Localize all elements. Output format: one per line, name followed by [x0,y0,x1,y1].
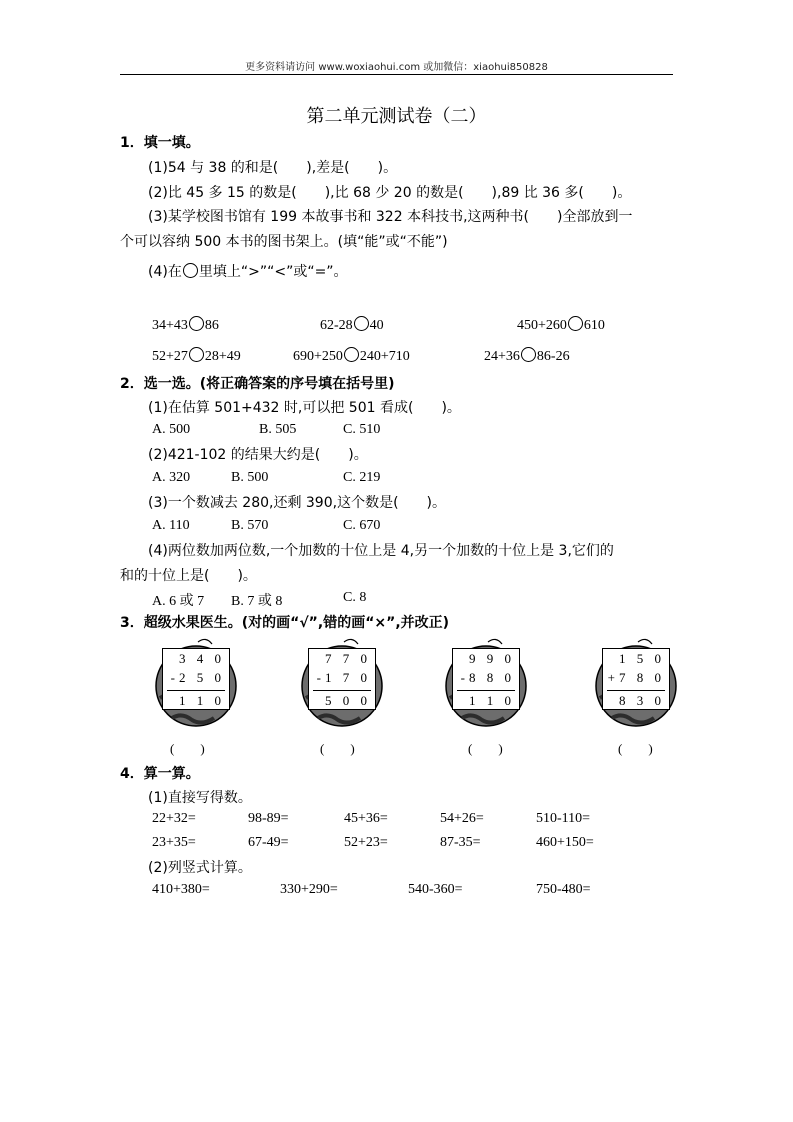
q4-heading: 4．算一算。 [120,766,200,782]
calc-item: 540-360= [408,882,463,897]
calc-item: 460+150= [536,835,594,850]
calc-item: 54+26= [440,811,484,826]
page-title: 第二单元测试卷（二） [306,106,487,127]
q1-line2: (2)比 45 多 15 的数是( ),比 68 少 20 的数是( ),89 比 36 多( )。 [148,185,632,201]
page-header: 更多资料请访问 www.woxiaohui.com 或加微信：xiaohui850828 [245,62,548,73]
q2-s4b: 和的十位上是( )。 [120,568,257,584]
answer-paren[interactable]: ( ) [320,741,355,756]
calc-item: 52+23= [344,835,388,850]
compare-item: 62-28 40 [320,318,384,333]
circle-icon[interactable] [344,347,359,362]
q2-s2: (2)421-102 的结果大约是( )。 [148,447,368,463]
calc-item: 87-35= [440,835,481,850]
calc-item: 330+290= [280,882,338,897]
option-a[interactable]: A. 320 [152,470,191,485]
calc-item: 23+35= [152,835,196,850]
calc-item: 22+32= [152,811,196,826]
calc-item: 750-480= [536,882,591,897]
answer-paren[interactable]: ( ) [170,741,205,756]
calc-item: 410+380= [152,882,210,897]
calc-top: 7 7 0 [325,651,371,666]
calc-mid: +7 8 0 [607,670,665,685]
calc-box [308,648,376,710]
option-a[interactable]: A. 500 [152,422,191,437]
q4-sub1: (1)直接写得数。 [148,790,252,806]
q1-heading: 1．填一填。 [120,135,200,151]
calc-line [313,690,371,691]
calc-box [602,648,670,710]
calc-result: 8 3 0 [619,693,665,708]
option-c[interactable]: C. 670 [343,518,381,533]
header-divider [120,74,673,75]
q1-line4 [148,261,348,281]
answer-paren[interactable]: ( ) [618,741,653,756]
watermelon-card [440,636,532,728]
q1-line1: (1)54 与 38 的和是( ),差是( )。 [148,160,398,176]
calc-line [167,690,225,691]
calc-box [162,648,230,710]
calc-top: 3 4 0 [179,651,225,666]
calc-result: 1 1 0 [179,693,225,708]
watermelon-card [296,636,388,728]
option-b[interactable]: B. 7 或 8 [231,594,283,609]
circle-icon[interactable] [354,316,369,331]
option-b[interactable]: B. 500 [231,470,269,485]
calc-box [452,648,520,710]
option-b[interactable]: B. 570 [231,518,269,533]
q1-line4-post: 里填上“>”“<”或“=”。 [198,264,348,280]
compare-item: 24+36 86-26 [484,349,570,364]
watermelon-card [590,636,682,728]
q2-heading: 2．选一选。(将正确答案的序号填在括号里) [120,376,395,392]
circle-icon[interactable] [189,347,204,362]
answer-paren[interactable]: ( ) [468,741,503,756]
calc-result: 5 0 0 [325,693,371,708]
watermelon-card [150,636,242,728]
option-c[interactable]: C. 219 [343,470,381,485]
q2-s1: (1)在估算 501+432 时,可以把 501 看成( )。 [148,400,461,416]
option-b[interactable]: B. 505 [259,422,297,437]
q2-s3: (3)一个数减去 280,还剩 390,这个数是( )。 [148,495,446,511]
q4-sub2: (2)列竖式计算。 [148,860,252,876]
calc-item: 67-49= [248,835,289,850]
circle-icon[interactable] [189,316,204,331]
calc-mid: -2 5 0 [170,670,225,685]
calc-top: 9 9 0 [469,651,515,666]
circle-icon[interactable] [521,347,536,362]
calc-line [607,690,665,691]
compare-item: 52+27 28+49 [152,349,241,364]
calc-result: 1 1 0 [469,693,515,708]
q1-line3a: (3)某学校图书馆有 199 本故事书和 322 本科技书,这两种书( )全部放到一 [148,209,633,225]
calc-mid: -8 8 0 [460,670,515,685]
circle-icon[interactable] [568,316,583,331]
calc-line [457,690,515,691]
compare-item: 34+43 86 [152,318,219,333]
compare-item: 690+250 240+710 [293,349,410,364]
compare-item: 450+260 610 [517,318,605,333]
calc-item: 98-89= [248,811,289,826]
q2-s4a: (4)两位数加两位数,一个加数的十位上是 4,另一个加数的十位上是 3,它们的 [148,543,614,559]
calc-item: 45+36= [344,811,388,826]
calc-mid: -1 7 0 [316,670,371,685]
option-c[interactable]: C. 510 [343,422,381,437]
q1-line3b: 个可以容纳 500 本书的图书架上。(填“能”或“不能”) [120,234,448,250]
calc-item: 510-110= [536,811,591,826]
option-a[interactable]: A. 6 或 7 [152,594,205,609]
circle-icon [183,263,198,278]
q1-line4-pre: (4)在 [148,264,182,280]
q3-heading: 3．超级水果医生。(对的画“√”,错的画“×”,并改正) [120,615,450,631]
calc-top: 1 5 0 [619,651,665,666]
option-c[interactable]: C. 8 [343,590,367,605]
option-a[interactable]: A. 110 [152,518,190,533]
